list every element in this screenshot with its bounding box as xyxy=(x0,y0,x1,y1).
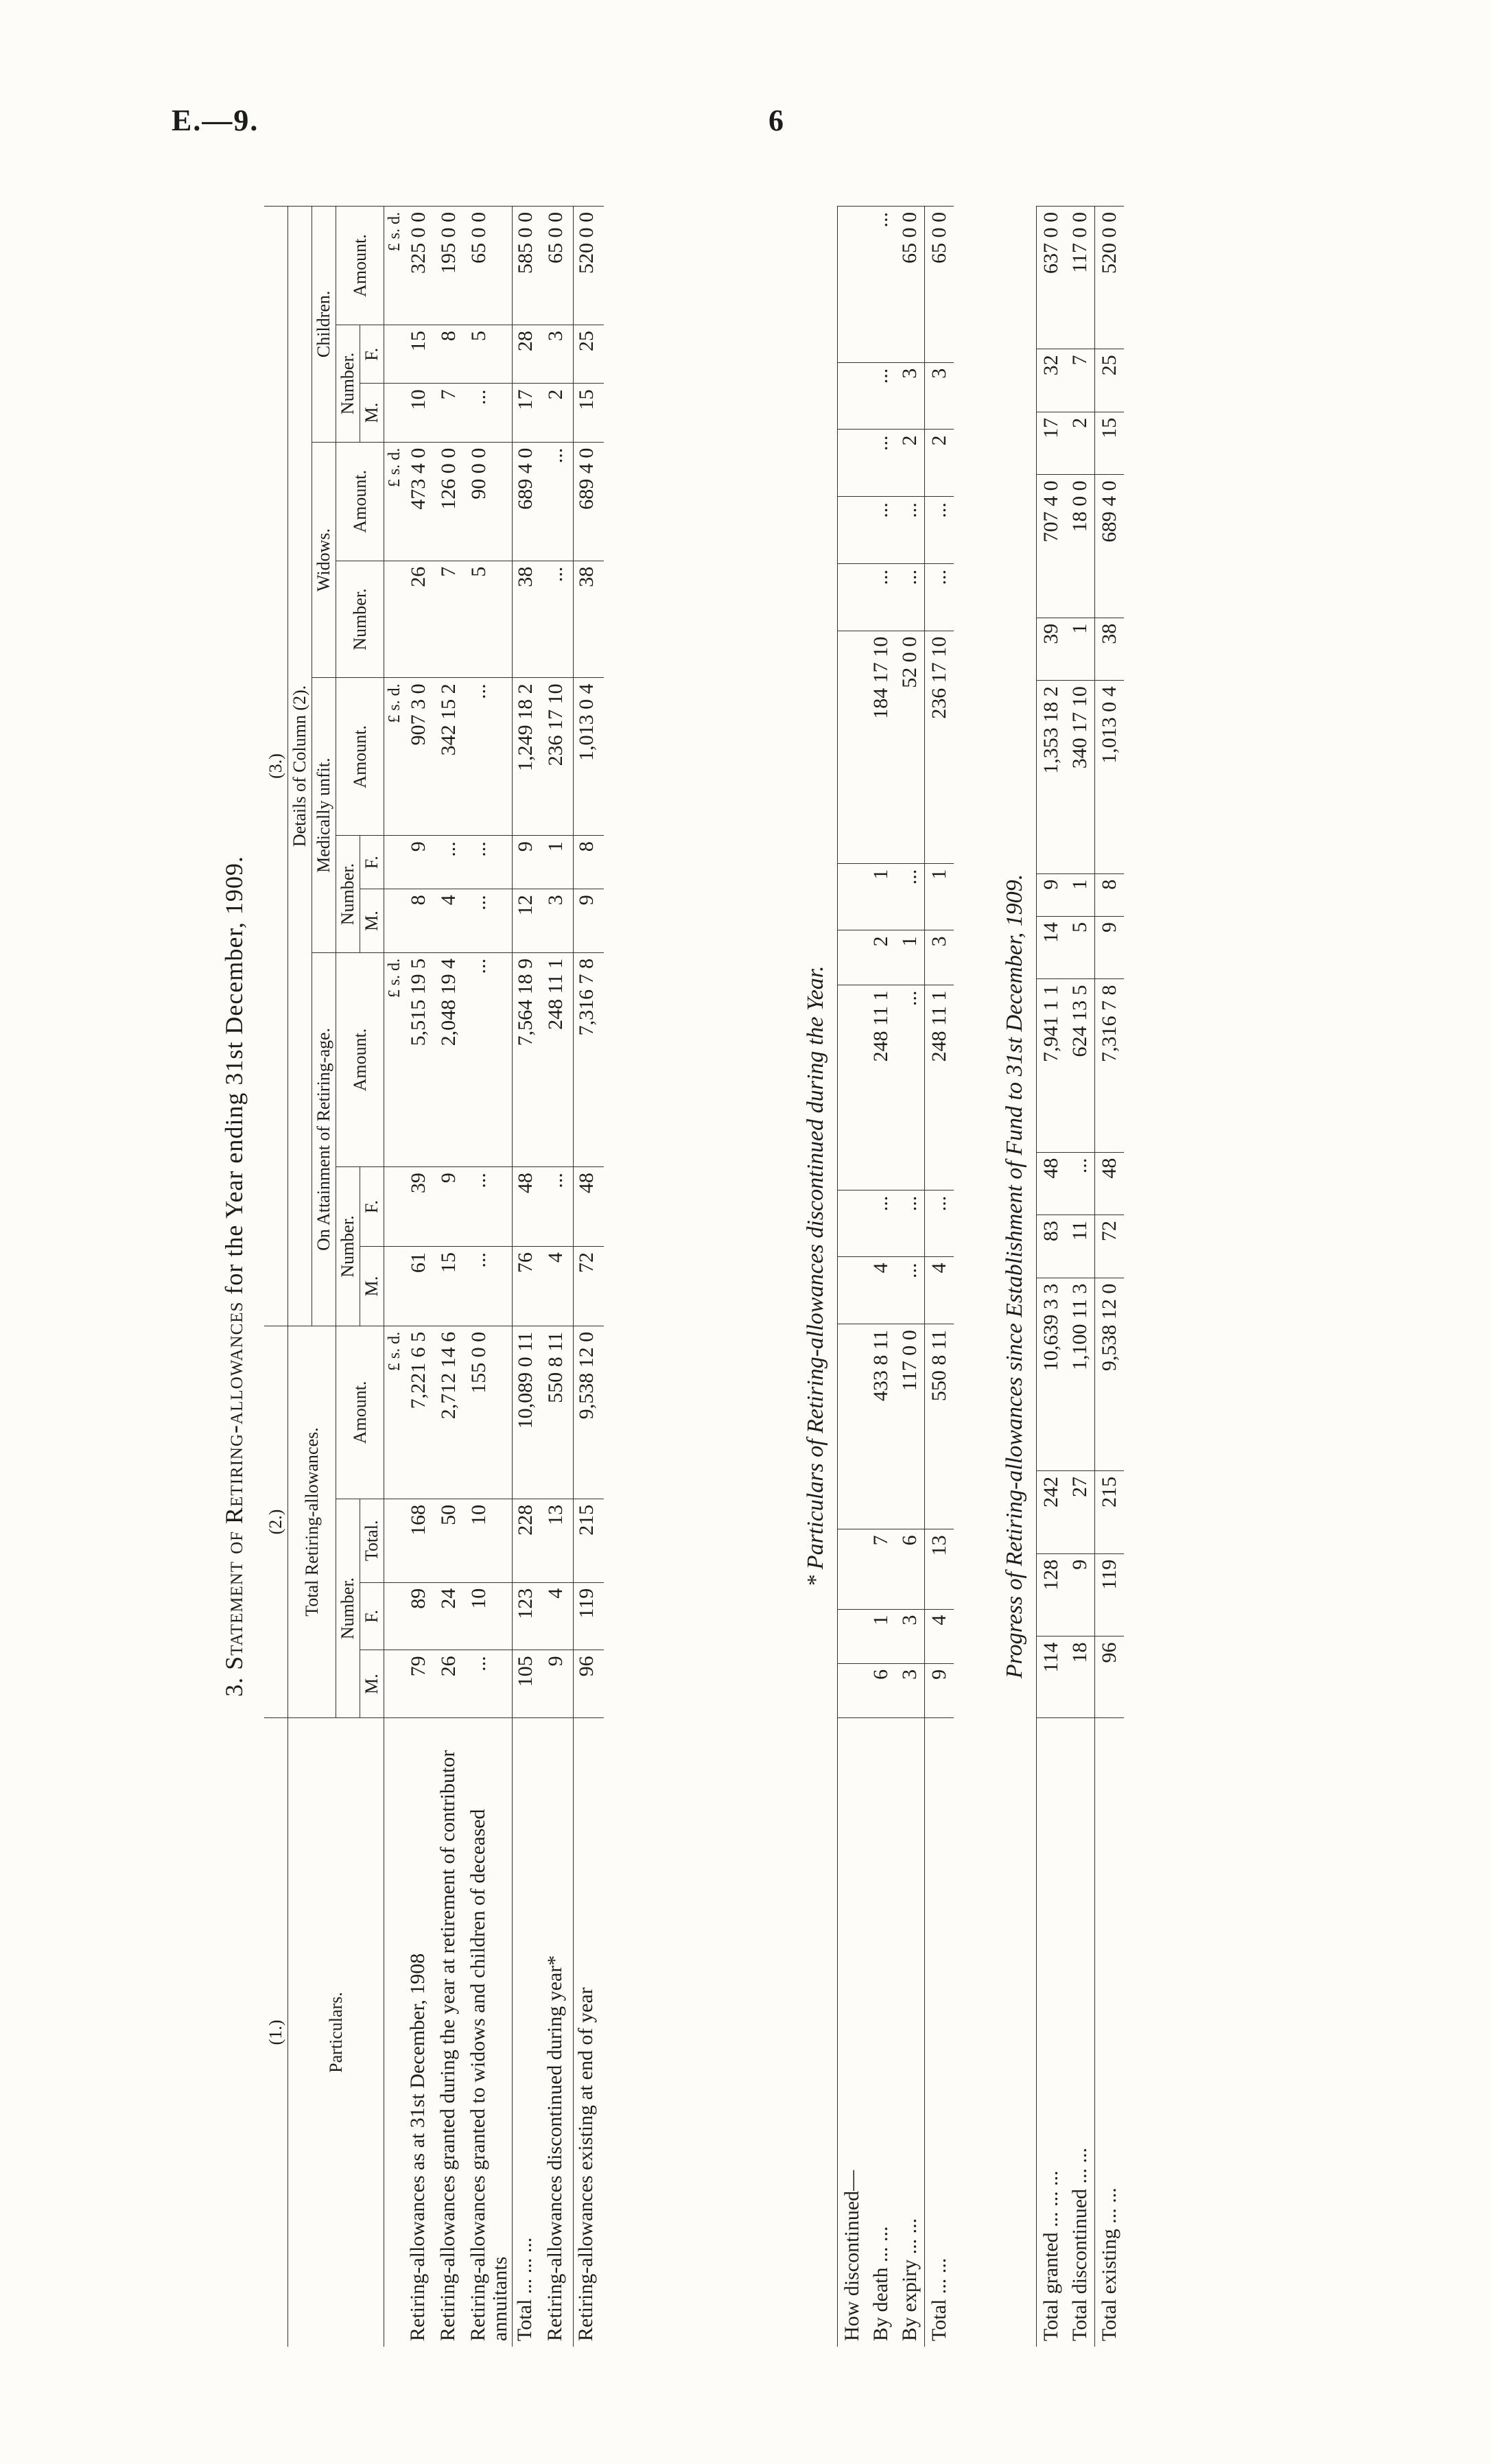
table-row xyxy=(867,207,895,2347)
table-cell: 520 0 0 xyxy=(1095,207,1125,349)
table-cell: 7 xyxy=(436,561,466,678)
table-cell: 236 17 10 xyxy=(543,678,574,836)
table-cell: 473 4 0 xyxy=(406,442,436,561)
children-header: Children. xyxy=(312,207,336,443)
unfit-number-header: Number. xyxy=(336,836,360,953)
table-cell: ... xyxy=(925,563,954,631)
table-cell: 3 xyxy=(895,1663,925,1717)
row-label: Retiring-allowances granted during the year at retirement of contributor xyxy=(436,1718,466,2347)
table-cell: ... xyxy=(867,1190,895,1257)
row-label: Total existing ... ... xyxy=(1095,1718,1125,2347)
table-cell: 13 xyxy=(543,1499,574,1582)
table-cell: 38 xyxy=(1095,618,1125,681)
total-amount-header: Amount. xyxy=(336,1326,384,1499)
col3-num: (3.) xyxy=(264,207,288,1326)
table-cell: ... xyxy=(466,1167,513,1247)
table-cell: 242 xyxy=(1037,1471,1066,1554)
table-cell xyxy=(838,1663,867,1717)
table-cell: ... xyxy=(895,1190,925,1257)
page-number: 6 xyxy=(768,104,784,137)
children-f: F. xyxy=(360,325,384,384)
statement-title: 3. Statement of Retiring-allowances for the Year ending 31st December, 1909. xyxy=(220,856,248,1697)
table-cell xyxy=(838,1529,867,1609)
table-cell: ... xyxy=(543,561,574,678)
table-cell: 8 xyxy=(436,325,466,384)
section-discontinued-title: * Particulars of Retiring-allowances discontinued during the Year. xyxy=(803,965,828,1587)
table-cell: 689 4 0 xyxy=(1095,475,1125,618)
table-cell: 5 xyxy=(1066,916,1095,979)
table-cell: ... xyxy=(895,985,925,1190)
table-cell: ... xyxy=(543,1167,574,1247)
table-cell: 1,249 18 2 xyxy=(513,678,543,836)
table-cell: 7,316 7 8 xyxy=(1095,979,1125,1152)
children-amount-header: Amount. xyxy=(336,207,384,325)
table-cell: 550 8 11 xyxy=(543,1326,574,1499)
table-cell: 65 0 0 xyxy=(925,207,954,363)
table-cell: 155 0 0 xyxy=(466,1326,513,1499)
table-cell: 7,221 6 5 xyxy=(406,1326,436,1499)
table-cell: 26 xyxy=(406,561,436,678)
table-cell: 4 xyxy=(543,1247,574,1326)
table-row xyxy=(925,207,954,2347)
table-cell: ... xyxy=(925,497,954,564)
table-cell: 15 xyxy=(574,384,604,442)
col2-num: (2.) xyxy=(264,1326,288,1717)
table-cell: 6 xyxy=(867,1663,895,1717)
table-cell: 5,515 19 5 xyxy=(406,952,436,1166)
table-row xyxy=(543,207,574,2347)
table-cell: 1 xyxy=(1066,618,1095,681)
table-cell xyxy=(838,1190,867,1257)
table-cell: 119 xyxy=(574,1582,604,1650)
table-cell: 248 11 1 xyxy=(867,985,895,1190)
table-cell: 10 xyxy=(466,1499,513,1582)
progress-table xyxy=(1036,206,1124,2347)
col1-num: (1.) xyxy=(264,1718,288,2347)
table-cell: ... xyxy=(466,1650,513,1718)
table-cell xyxy=(838,430,867,497)
table-cell: 228 xyxy=(513,1499,543,1582)
table-cell: 117 0 0 xyxy=(895,1324,925,1529)
table-cell: ... xyxy=(895,863,925,930)
table-cell: ... xyxy=(466,384,513,442)
lsd-header: £ s. d. xyxy=(384,442,406,561)
table-cell: 9 xyxy=(1066,1553,1095,1636)
table-cell: 11 xyxy=(1066,1215,1095,1278)
table-row xyxy=(1095,207,1125,2347)
table-cell: 114 xyxy=(1037,1636,1066,1718)
table-cell: ... xyxy=(543,442,574,561)
table-cell: 1,013 0 4 xyxy=(574,678,604,836)
table-cell: 17 xyxy=(513,384,543,442)
table-cell: 48 xyxy=(574,1167,604,1247)
total-m: M. xyxy=(360,1650,384,1718)
table-cell: 550 8 11 xyxy=(925,1324,954,1529)
table-cell xyxy=(838,1324,867,1529)
section-progress-title: Progress of Retiring-allowances since Establishment of Fund to 31st December, 1909. xyxy=(1002,873,1027,1679)
table-cell: 248 11 1 xyxy=(925,985,954,1190)
table-cell: 48 xyxy=(1095,1152,1125,1215)
table-cell: 3 xyxy=(895,362,925,430)
row-label: Total discontinued ... ... xyxy=(1066,1718,1095,2347)
table-cell: 96 xyxy=(1095,1636,1125,1718)
table-cell: ... xyxy=(436,836,466,889)
table-cell: 2,712 14 6 xyxy=(436,1326,466,1499)
table-cell: 3 xyxy=(925,362,954,430)
table-cell xyxy=(838,497,867,564)
table-cell: 1 xyxy=(925,863,954,930)
table-cell: 4 xyxy=(925,1257,954,1324)
statement-table xyxy=(264,206,604,2347)
table-cell: 24 xyxy=(436,1582,466,1650)
lsd-header: £ s. d. xyxy=(384,1326,406,1499)
table-cell: 126 0 0 xyxy=(436,442,466,561)
unfit-m: M. xyxy=(360,889,384,953)
table-cell: 10,089 0 11 xyxy=(513,1326,543,1499)
table-cell: 10,639 3 3 xyxy=(1037,1278,1066,1470)
total-f: F. xyxy=(360,1582,384,1650)
table-cell: 2 xyxy=(925,430,954,497)
table-cell: 52 0 0 xyxy=(895,631,925,863)
table-cell: 9 xyxy=(543,1650,574,1718)
table-cell: 10 xyxy=(466,1582,513,1650)
table-cell: 7,316 7 8 xyxy=(574,952,604,1166)
table-cell: 1,100 11 3 xyxy=(1066,1278,1095,1470)
table-cell: 89 xyxy=(406,1582,436,1650)
table-cell: 1 xyxy=(543,836,574,889)
table-cell xyxy=(838,1609,867,1663)
table-cell: 184 17 10 xyxy=(867,631,895,863)
table-cell: 4 xyxy=(925,1609,954,1663)
table-cell: ... xyxy=(1066,1152,1095,1215)
widows-number-header: Number. xyxy=(336,561,384,678)
table-cell xyxy=(838,863,867,930)
table-cell xyxy=(838,985,867,1190)
row-label: Retiring-allowances granted to widows and children of deceased annuitants xyxy=(466,1718,513,2347)
table-cell: 90 0 0 xyxy=(466,442,513,561)
table-cell: 25 xyxy=(574,325,604,384)
table-cell: 15 xyxy=(436,1247,466,1326)
table-cell: ... xyxy=(466,1247,513,1326)
table-cell: 215 xyxy=(574,1499,604,1582)
row-label: Total granted ... ... ... xyxy=(1037,1718,1066,2347)
table-cell: ... xyxy=(925,1190,954,1257)
table-row xyxy=(406,207,436,2347)
table-cell: 65 0 0 xyxy=(466,207,513,325)
widows-header: Widows. xyxy=(312,442,336,678)
table-cell: 32 xyxy=(1037,349,1066,412)
table-cell: 25 xyxy=(1095,349,1125,412)
unfit-header: Medically unfit. xyxy=(312,678,336,953)
table-cell: 9 xyxy=(1095,916,1125,979)
table-cell xyxy=(838,362,867,430)
table-row xyxy=(466,207,513,2347)
table-cell: 7 xyxy=(436,384,466,442)
table-cell: 2 xyxy=(543,384,574,442)
lsd-header: £ s. d. xyxy=(384,952,406,1166)
table-cell: 1 xyxy=(895,930,925,985)
table-cell: 27 xyxy=(1066,1471,1095,1554)
row-label: Retiring-allowances discontinued during year* xyxy=(543,1718,574,2347)
table-cell: ... xyxy=(895,563,925,631)
table-cell: 18 xyxy=(1066,1636,1095,1718)
table-cell: 689 4 0 xyxy=(574,442,604,561)
table-cell: ... xyxy=(867,430,895,497)
table-cell: 2 xyxy=(895,430,925,497)
table-cell: 4 xyxy=(543,1582,574,1650)
table-cell: 5 xyxy=(466,325,513,384)
table-cell: 3 xyxy=(895,1609,925,1663)
children-m: M. xyxy=(360,384,384,442)
table-cell: 50 xyxy=(436,1499,466,1582)
row-label: Total ... ... ... xyxy=(513,1718,543,2347)
table-cell: 3 xyxy=(543,889,574,953)
table-cell: 38 xyxy=(513,561,543,678)
table-cell: 907 3 0 xyxy=(406,678,436,836)
row-label: Retiring-allowances existing at end of year xyxy=(574,1718,604,2347)
details-header: Details of Column (2). xyxy=(288,207,312,1326)
table-cell: 14 xyxy=(1037,916,1066,979)
table-cell: 7 xyxy=(1066,349,1095,412)
table-cell: 28 xyxy=(513,325,543,384)
table-cell: 65 0 0 xyxy=(543,207,574,325)
table-cell xyxy=(838,207,867,363)
table-cell: 79 xyxy=(406,1650,436,1718)
table-cell: ... xyxy=(466,678,513,836)
table-cell: 248 11 1 xyxy=(543,952,574,1166)
table-cell: 1,013 0 4 xyxy=(1095,681,1125,873)
table-cell: 520 0 0 xyxy=(574,207,604,325)
table-row xyxy=(1066,207,1095,2347)
table-cell: 340 17 10 xyxy=(1066,681,1095,873)
table-cell: 72 xyxy=(574,1247,604,1326)
lsd-header: £ s. d. xyxy=(384,678,406,836)
table-row xyxy=(574,207,604,2347)
table-cell xyxy=(838,631,867,863)
row-label: Total ... ... xyxy=(925,1718,954,2347)
table-cell: 83 xyxy=(1037,1215,1066,1278)
widows-amount-header: Amount. xyxy=(336,442,384,561)
attain-header: On Attainment of Retiring-age. xyxy=(312,952,336,1326)
table-cell: ... xyxy=(895,1257,925,1324)
table-cell: 48 xyxy=(1037,1152,1066,1215)
attain-amount-header: Amount. xyxy=(336,952,384,1166)
table-cell: 215 xyxy=(1095,1471,1125,1554)
table-cell: 4 xyxy=(436,889,466,953)
table-cell: 7,564 18 9 xyxy=(513,952,543,1166)
table-cell: 6 xyxy=(895,1529,925,1609)
table-cell: 8 xyxy=(574,836,604,889)
row-label: By expiry ... ... xyxy=(895,1718,925,2347)
table-cell: 342 15 2 xyxy=(436,678,466,836)
table-cell: ... xyxy=(466,836,513,889)
table-cell: 18 0 0 xyxy=(1066,475,1095,618)
table-cell: 8 xyxy=(1095,873,1125,916)
row-label: Retiring-allowances as at 31st December, 1908 xyxy=(406,1718,436,2347)
table-cell: 72 xyxy=(1095,1215,1125,1278)
table-cell: ... xyxy=(867,207,895,363)
attain-f: F. xyxy=(360,1167,384,1247)
table-row xyxy=(895,207,925,2347)
table-cell: 325 0 0 xyxy=(406,207,436,325)
table-cell: 9 xyxy=(925,1663,954,1717)
table-cell: 9,538 12 0 xyxy=(1095,1278,1125,1470)
table-cell: 1,353 18 2 xyxy=(1037,681,1066,873)
table-cell: 39 xyxy=(406,1167,436,1247)
unfit-f: F. xyxy=(360,836,384,889)
table-cell: 236 17 10 xyxy=(925,631,954,863)
table-cell: 39 xyxy=(1037,618,1066,681)
table-cell: ... xyxy=(466,889,513,953)
children-number-header: Number. xyxy=(336,325,360,443)
table-cell: ... xyxy=(867,497,895,564)
table-cell: 689 4 0 xyxy=(513,442,543,561)
table-cell: ... xyxy=(895,497,925,564)
table-cell: 12 xyxy=(513,889,543,953)
particulars-header: Particulars. xyxy=(288,1718,384,2347)
table-cell: 15 xyxy=(406,325,436,384)
table-cell xyxy=(838,930,867,985)
main-rows xyxy=(406,207,604,2347)
lsd-header: £ s. d. xyxy=(384,207,406,325)
table-cell: 585 0 0 xyxy=(513,207,543,325)
table-cell xyxy=(838,563,867,631)
table-cell: 10 xyxy=(406,384,436,442)
table-cell: ... xyxy=(867,362,895,430)
table-cell: 9,538 12 0 xyxy=(574,1326,604,1499)
table-cell: 96 xyxy=(574,1650,604,1718)
table-cell: 61 xyxy=(406,1247,436,1326)
table-cell: 7 xyxy=(867,1529,895,1609)
table-cell: ... xyxy=(466,952,513,1166)
table-cell: 117 0 0 xyxy=(1066,207,1095,349)
table-cell: 26 xyxy=(436,1650,466,1718)
table-cell: 5 xyxy=(466,561,513,678)
table-cell: 48 xyxy=(513,1167,543,1247)
table-cell: ... xyxy=(867,563,895,631)
table-cell: 2 xyxy=(867,930,895,985)
table-cell: 105 xyxy=(513,1650,543,1718)
table-cell: 433 8 11 xyxy=(867,1324,895,1529)
table-cell: 4 xyxy=(867,1257,895,1324)
table-cell: 707 4 0 xyxy=(1037,475,1066,618)
table-cell: 168 xyxy=(406,1499,436,1582)
table-cell: 7,941 1 1 xyxy=(1037,979,1066,1152)
rotated-statement xyxy=(206,206,1338,2347)
table-cell: 3 xyxy=(543,325,574,384)
table-cell: 13 xyxy=(925,1529,954,1609)
unfit-amount-header: Amount. xyxy=(336,678,384,836)
table-cell: 3 xyxy=(925,930,954,985)
total-total: Total. xyxy=(360,1499,384,1582)
table-cell: 2 xyxy=(1066,412,1095,475)
table-cell: 2,048 19 4 xyxy=(436,952,466,1166)
table-cell: 76 xyxy=(513,1247,543,1326)
table-cell: 195 0 0 xyxy=(436,207,466,325)
table-cell: 123 xyxy=(513,1582,543,1650)
table-cell: 119 xyxy=(1095,1553,1125,1636)
attain-number-header: Number. xyxy=(336,1167,360,1326)
table-row xyxy=(1037,207,1066,2347)
table-row xyxy=(513,207,543,2347)
table-cell: 9 xyxy=(513,836,543,889)
table-cell: 65 0 0 xyxy=(895,207,925,363)
table-cell: 1 xyxy=(867,863,895,930)
table-cell: 9 xyxy=(436,1167,466,1247)
page-reference: E.—9. xyxy=(172,104,259,137)
table-cell: 8 xyxy=(406,889,436,953)
table-row xyxy=(838,207,867,2347)
total-number-header: Number. xyxy=(336,1499,360,1717)
table-cell: 17 xyxy=(1037,412,1066,475)
table-cell: 1 xyxy=(1066,873,1095,916)
table-cell: 9 xyxy=(574,889,604,953)
table-cell: 9 xyxy=(1037,873,1066,916)
table-cell: 624 13 5 xyxy=(1066,979,1095,1152)
discontinued-table xyxy=(837,206,954,2347)
row-label: By death ... ... xyxy=(867,1718,895,2347)
table-cell xyxy=(838,1257,867,1324)
row-label: How discontinued— xyxy=(838,1718,867,2347)
table-row xyxy=(436,207,466,2347)
table-cell: 637 0 0 xyxy=(1037,207,1066,349)
table-cell: 15 xyxy=(1095,412,1125,475)
table-cell: 1 xyxy=(867,1609,895,1663)
table-cell: 9 xyxy=(406,836,436,889)
table-cell: 38 xyxy=(574,561,604,678)
total-header: Total Retiring-allowances. xyxy=(288,1326,336,1717)
attain-m: M. xyxy=(360,1247,384,1326)
table-cell: 128 xyxy=(1037,1553,1066,1636)
